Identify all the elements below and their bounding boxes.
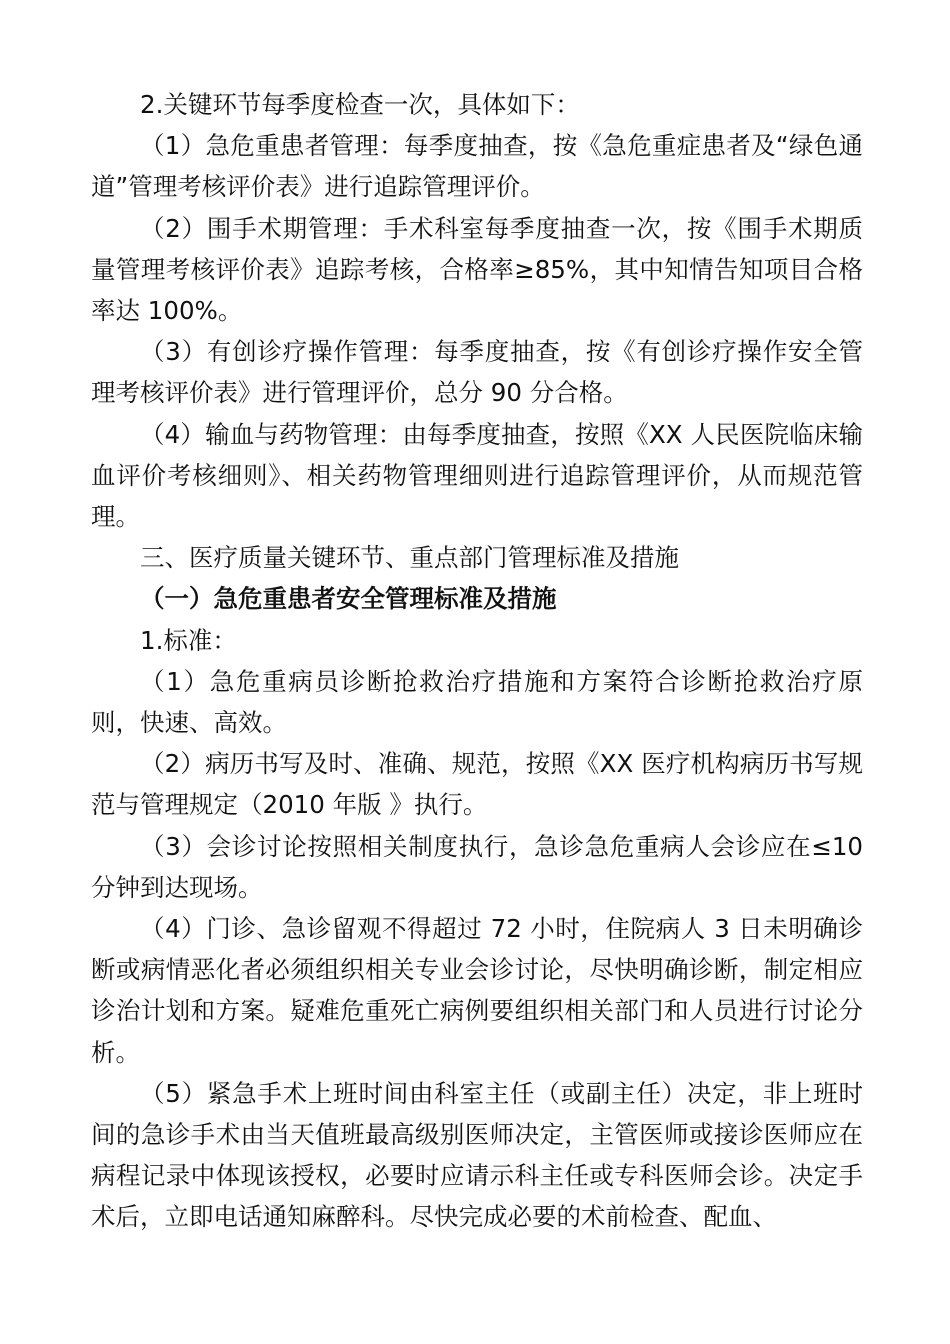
document-body bbox=[91, 84, 863, 1238]
paragraph-quarterly-check: 2.关键环节每季度检查一次，具体如下： bbox=[140, 90, 580, 119]
paragraph-standard-observation-limit: （4）门诊、急诊留观不得超过 72 小时，住院病人 3 日未明确诊断或病情恶化者必须组织相关专业会诊讨论，尽快明确诊断，制定相应诊治计划和方案。疑难危重死亡病例要组织相关部门和人员进行讨论分析。 bbox=[91, 914, 863, 1067]
paragraph-standards-label: 1.标准： bbox=[140, 625, 237, 655]
paragraph-standard-emergency-surgery: （5）紧急手术上班时间由科室主任（或副主任）决定，非上班时间的急诊手术由当天值班最高级别医师决定，主管医师或接诊医师应在病程记录中体现该授权，必要时应请示科主任或专科医师会诊。决定手术后，立即电话通知麻醉科。尽快完成必要的术前检查、配血、 bbox=[91, 1078, 863, 1232]
paragraph-critical-patient-management: （1）急危重患者管理：每季度抽查，按《急危重症患者及“绿色通道”管理考核评价表》进行追踪管理评价。 bbox=[91, 131, 863, 202]
paragraph-standard-diagnosis-rescue: （1）急危重病员诊断抢救治疗措施和方案符合诊断抢救治疗原则，快速、高效。 bbox=[91, 666, 863, 738]
paragraph-invasive-procedure-management: （3）有创诊疗操作管理：每季度抽查，按《有创诊疗操作安全管理考核评价表》进行管理评价，总分 90 分合格。 bbox=[91, 337, 863, 408]
section-heading-quality-standards: 三、医疗质量关键环节、重点部门管理标准及措施 bbox=[140, 543, 679, 573]
subsection-heading-critical-patient-safety: （一）急危重患者安全管理标准及措施 bbox=[140, 584, 557, 614]
paragraph-standard-consultation: （3）会诊讨论按照相关制度执行，急诊急危重病人会诊应在≤10分钟到达现场。 bbox=[91, 831, 863, 902]
paragraph-perioperative-management: （2）围手术期管理：手术科室每季度抽查一次，按《围手术期质量管理考核评价表》追踪考核，合格率≥85%，其中知情告知项目合格率达 100%。 bbox=[91, 213, 863, 326]
paragraph-standard-medical-records: （2）病历书写及时、准确、规范，按照《XX 医疗机构病历书写规范与管理规定（2010 年版 》执行。 bbox=[91, 749, 863, 820]
paragraph-transfusion-drug-management: （4）输血与药物管理：由每季度抽查，按照《XX 人民医院临床输血评价考核细则》、相关药物管理细则进行追踪管理评价，从而规范管理。 bbox=[91, 419, 863, 532]
